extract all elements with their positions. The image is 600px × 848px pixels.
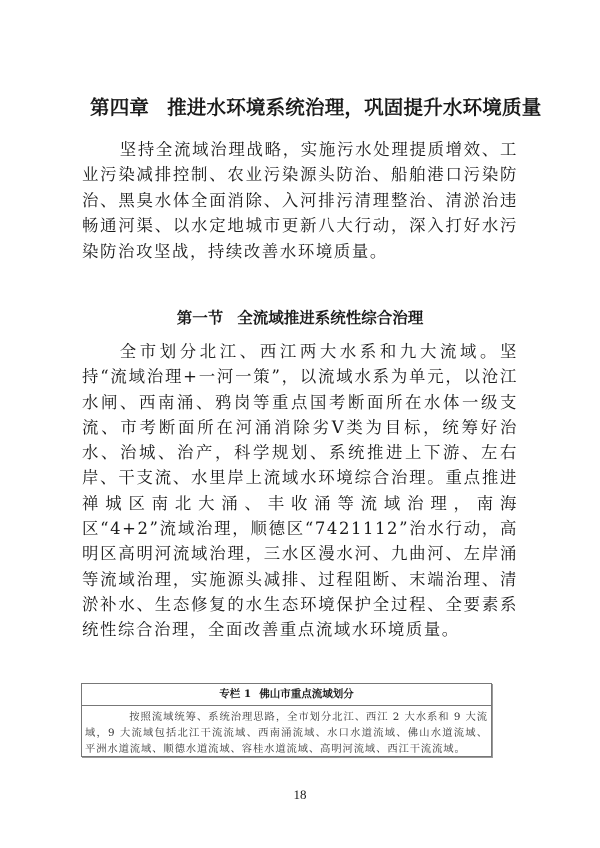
section-paragraph: 全市划分北江、西江两大水系和九大流域。坚持“流域治理+一河一策”，以流域水系为单元，以沧江水闸、西南涌、鸦岗等重点国考断面所在水体一级支流、市考断面所在河涌消除劣Ⅴ类为目标，统筹好治水、治城、治产，科学规划、系统推进上下游、左右岸、干支流、水里岸上流域水环境综合治理。重点推进禅城区南北大涌、丰收涌等流域治理，南海区“4+2”流域治理，顺德区“7421112”治水行动，高明区高明河流域治理，三水区漫水河、九曲河、左岸涌等流域治理，实施源头减排、过程阻断、末端治理、清淤补水、生态修复的水生态环境保护全过程、全要素系统性综合治理，全面改善重点流域水环境质量。 (82, 342, 518, 640)
sidebar-box (81, 683, 492, 757)
box-label: 专栏 1 (219, 688, 252, 700)
page-number: 18 (293, 787, 307, 802)
chapter-heading (90, 92, 542, 120)
box-content: 按照流域统筹、系统治理思路，全市划分北江、西江 2 大水系和 9 大流域，9 大流域包括北江干流流域、西南涌流域、水口水道流域、佛山水道流域、平洲水道流域、顺德水道流域、容桂水道流域、高明河流域、西江干流流域。 (85, 711, 488, 756)
section-heading (0, 306, 600, 328)
section-number: 第一节 (176, 309, 224, 327)
section-title: 全流域推进系统性综合治理 (237, 309, 424, 327)
intro-paragraph: 坚持全流域治理战略，实施污水处理提质增效、工业污染减排控制、农业污染源头防治、船舶港口污染防治、黑臭水体全面消除、入河排污清理整治、清淤治违畅通河渠、以水定地城市更新八大行动，深入打好水污染防治攻坚战，持续改善水环境质量。 (82, 140, 518, 261)
chapter-title: 推进水环境系统治理，巩固提升水环境质量 (167, 96, 542, 119)
box-header (82, 684, 491, 706)
chapter-number: 第四章 (90, 96, 150, 119)
section-paragraph-block (82, 339, 518, 643)
box-title: 佛山市重点流域划分 (259, 688, 354, 700)
box-body (82, 706, 491, 758)
intro-paragraph-block (82, 137, 518, 264)
